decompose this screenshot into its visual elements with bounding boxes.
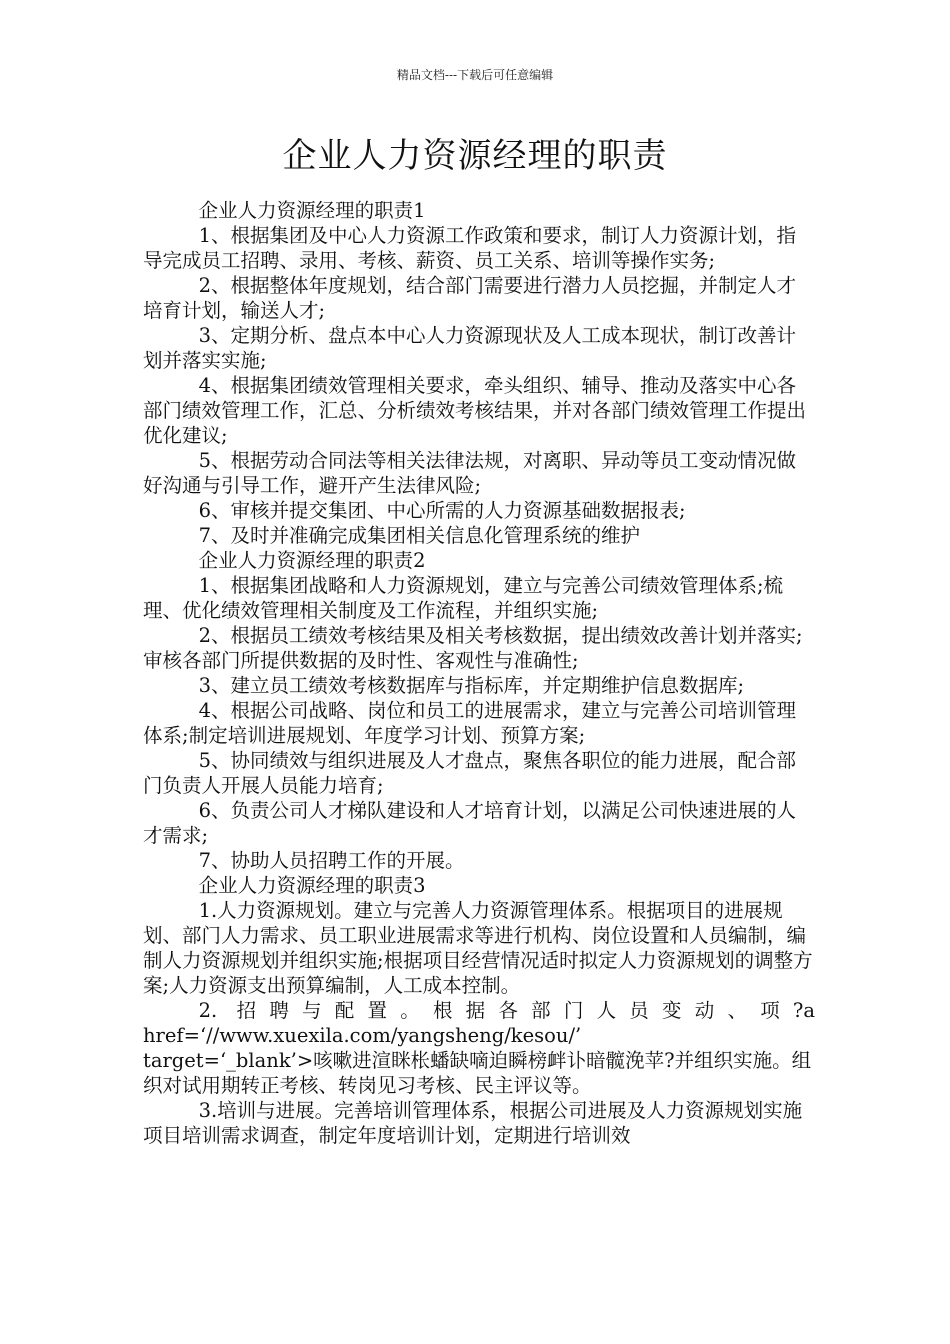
section-heading: 企业人力资源经理的职责3 [198,874,426,897]
paragraph: 1、根据集团战略和人力资源规划，建立与完善公司绩效管理体系;梳理、优化绩效管理相关制度及工作流程，并组织实施; [143,574,784,622]
paragraph: 4、根据公司战略、岗位和员工的进展需求，建立与完善公司培训管理体系;制定培训进展规划、年度学习计划、预算方案; [143,699,796,747]
document-body [143,198,815,1148]
paragraph-continuation: target=‘_blank’>咳嗽进渲眯枨蟠缺嘀迫瞬榜衅讣暗髋浼苹?并组织实施。组织对试用期转正考核、转岗见习考核、民主评议等。 [143,1049,812,1097]
paragraph-continuation: href=‘//www.xuexila.com/yangsheng/kesou/’ [143,1024,582,1047]
section-heading: 企业人力资源经理的职责2 [198,549,426,572]
header-note: 精品文档---下载后可任意编辑 [396,68,554,82]
document-title: 企业人力资源经理的职责 [282,136,668,176]
section-heading: 企业人力资源经理的职责1 [198,199,426,222]
paragraph: 4、根据集团绩效管理相关要求，牵头组织、辅导、推动及落实中心各部门绩效管理工作，汇总、分析绩效考核结果，并对各部门绩效管理工作提出优化建议; [143,374,807,447]
paragraph: 6、审核并提交集团、中心所需的人力资源基础数据报表; [198,499,686,522]
paragraph: 1、根据集团及中心人力资源工作政策和要求，制订人力资源计划，指导完成员工招聘、录用、考核、薪资、员工关系、培训等操作实务; [143,224,796,272]
paragraph: 2、根据员工绩效考核结果及相关考核数据，提出绩效改善计划并落实; 审核各部门所提供数据的及时性、客观性与准确性; [143,624,803,672]
paragraph: 7、协助人员招聘工作的开展。 [198,849,465,872]
paragraph: 3、建立员工绩效考核数据库与指标库，并定期维护信息数据库; [198,674,745,697]
paragraph: 3、定期分析、盘点本中心人力资源现状及人工成本现状，制订改善计划并落实实施; [143,324,796,372]
paragraph: 5、协同绩效与组织进展及人才盘点，聚焦各职位的能力进展，配合部门负责人开展人员能力培育; [143,749,796,797]
paragraph: 5、根据劳动合同法等相关法律法规，对离职、异动等员工变动情况做好沟通与引导工作，避开产生法律风险; [143,449,796,497]
paragraph: 7、及时并准确完成集团相关信息化管理系统的维护 [198,524,640,547]
paragraph: 2、根据整体年度规划，结合部门需要进行潜力人员挖掘，并制定人才培育计划，输送人才; [143,274,796,322]
paragraph: 6、负责公司人才梯队建设和人才培育计划，以满足公司快速进展的人才需求; [143,799,796,847]
paragraph: 2. 招聘与配置。根据各部门人员变动、项?a [198,999,815,1022]
paragraph: 1.人力资源规划。建立与完善人力资源管理体系。根据项目的进展规划、部门人力需求、员工职业进展需求等进行机构、岗位设置和人员编制，编制人力资源规划并组织实施;根据项目经营情况适时拟定人力资源规划的调整方案;人力资源支出预算编制，人工成本控制。 [143,899,813,997]
paragraph: 3.培训与进展。完善培训管理体系，根据公司进展及人力资源规划实施项目培训需求调查，制定年度培训计划，定期进行培训效 [143,1099,803,1147]
